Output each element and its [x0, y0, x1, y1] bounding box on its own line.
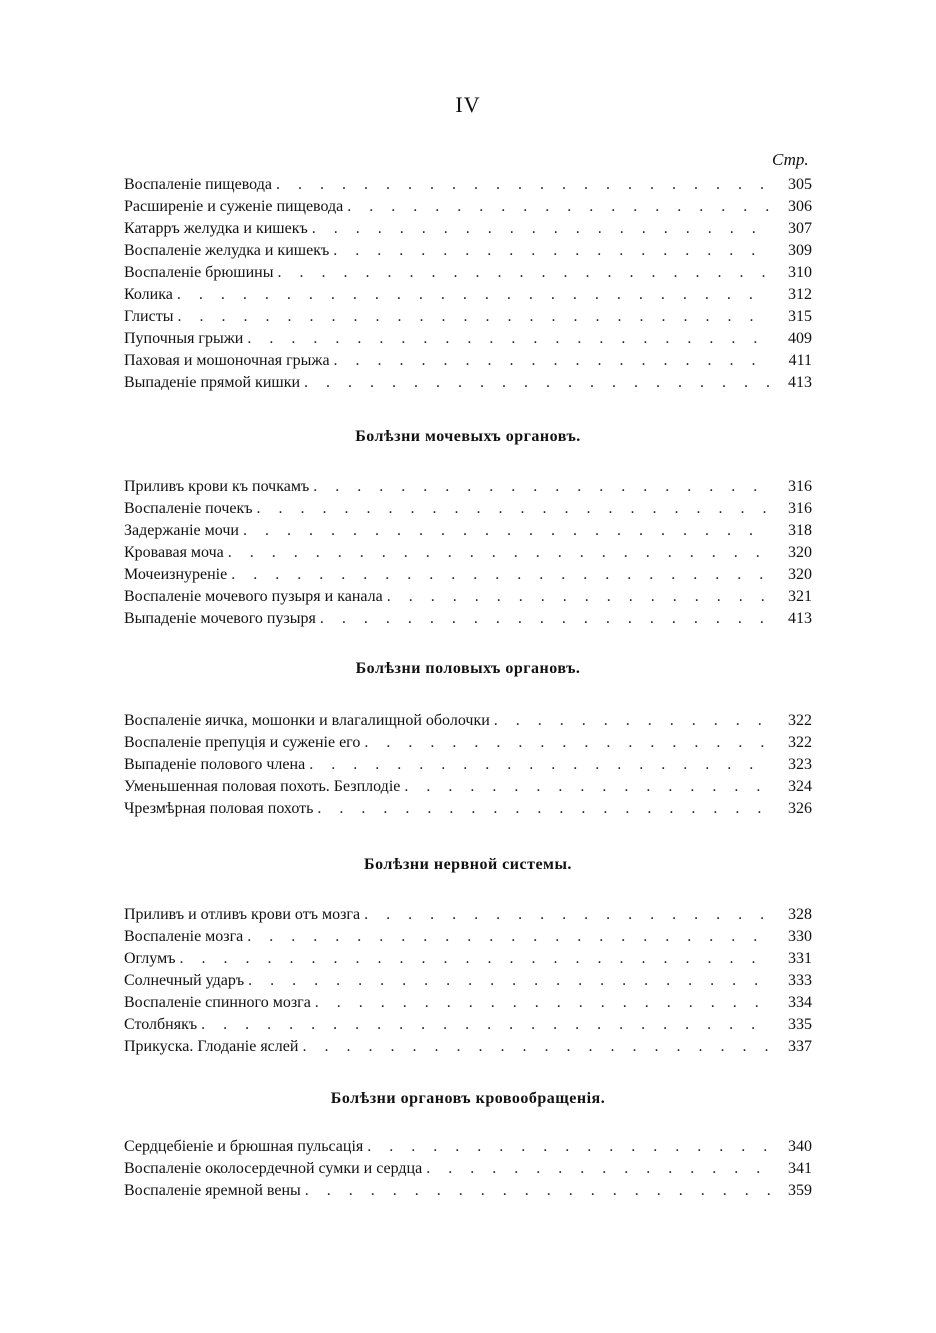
toc-entry-label: Паховая и мошоночная грыжа — [124, 352, 330, 369]
dot-leader — [305, 1180, 772, 1202]
toc-section-circulatory — [124, 1090, 812, 1202]
toc-entry — [124, 1136, 812, 1158]
toc-entry-label: Воспаленіе околосердечной сумки и сердца — [124, 1160, 423, 1177]
toc-entry-label: Воспаленіе препуція и суженіе его — [124, 734, 361, 751]
toc-entry-label: Воспаленіе почекъ — [124, 500, 253, 517]
toc-entry — [124, 498, 812, 520]
dot-leader — [315, 992, 772, 1014]
toc-entry — [124, 350, 812, 372]
toc-entry — [124, 970, 812, 992]
toc-entry-label: Катарръ желудка и кишекъ — [124, 220, 308, 237]
dot-leader — [228, 542, 772, 564]
dot-leader — [302, 1036, 772, 1058]
toc-entry — [124, 196, 812, 218]
toc-entry-page: 306 — [788, 198, 812, 215]
section-title: Болѣзни мочевыхъ органовъ. — [355, 428, 581, 445]
toc-entry-page: 323 — [788, 756, 812, 773]
section-title: Болѣзни органовъ кровообращенія. — [330, 1090, 606, 1107]
toc-entry — [124, 306, 812, 328]
toc-entry-label: Воспаленіе желудка и кишекъ — [124, 242, 330, 259]
toc-entry — [124, 754, 812, 776]
toc-entry — [124, 948, 812, 970]
toc-entry-label: Выпаденіе полового члена — [124, 756, 306, 773]
toc-entry-label: Солнечный ударъ — [124, 972, 245, 989]
toc-entry-label: Глисты — [124, 308, 174, 325]
dot-leader — [247, 926, 772, 948]
toc-entry-label: Воспаленіе яичка, мошонки и влагалищной оболочки — [124, 712, 490, 729]
toc-entry-page: 316 — [788, 478, 812, 495]
dot-leader — [364, 904, 772, 926]
toc-entries — [124, 174, 812, 394]
toc-entry-label: Расширеніе и суженіе пищевода — [124, 198, 344, 215]
toc-entry-page: 324 — [788, 778, 812, 795]
dot-leader — [347, 196, 772, 218]
toc-entry-label: Приливъ крови къ почкамъ — [124, 478, 310, 495]
dot-leader — [276, 174, 772, 196]
toc-entry — [124, 732, 812, 754]
dot-leader — [494, 710, 772, 732]
dot-leader — [177, 284, 772, 306]
dot-leader — [364, 732, 772, 754]
toc-entries — [124, 1136, 812, 1202]
toc-entry — [124, 1014, 812, 1036]
toc-entry — [124, 608, 812, 630]
dot-leader — [333, 240, 772, 262]
dot-leader — [367, 1136, 772, 1158]
toc-entry — [124, 328, 812, 350]
dot-leader — [312, 218, 772, 240]
toc-entry — [124, 542, 812, 564]
toc-entries — [124, 710, 812, 820]
toc-entry-page: 411 — [788, 352, 812, 369]
toc-entry — [124, 262, 812, 284]
toc-entry — [124, 710, 812, 732]
toc-section-urinary — [124, 428, 812, 630]
toc-entry-label: Столбнякъ — [124, 1016, 198, 1033]
toc-entry-page: 318 — [788, 522, 812, 539]
toc-entry-page: 320 — [788, 566, 812, 583]
toc-entry-page: 334 — [788, 994, 812, 1011]
toc-entry — [124, 1036, 812, 1058]
dot-leader — [247, 328, 772, 350]
dot-leader — [177, 306, 772, 328]
toc-entry — [124, 564, 812, 586]
toc-entry-label: Пупочныя грыжи — [124, 330, 244, 347]
toc-entry-label: Воспаленіе брюшины — [124, 264, 274, 281]
toc-entries — [124, 476, 812, 630]
toc-entry-page: 341 — [788, 1160, 812, 1177]
dot-leader — [179, 948, 772, 970]
dot-leader — [404, 776, 772, 798]
toc-entry-page: 321 — [788, 588, 812, 605]
toc-section-genital — [124, 660, 812, 820]
toc-entry-page: 413 — [788, 610, 812, 627]
toc-entry — [124, 284, 812, 306]
dot-leader — [201, 1014, 772, 1036]
toc-entry-label: Колика — [124, 286, 173, 303]
toc-entry-page: 316 — [788, 500, 812, 517]
toc-entry-page: 409 — [788, 330, 812, 347]
dot-leader — [304, 372, 772, 394]
toc-entry-page: 331 — [788, 950, 812, 967]
toc-entry — [124, 218, 812, 240]
toc-entry-label: Кровавая моча — [124, 544, 224, 561]
toc-entry — [124, 174, 812, 196]
toc-entry — [124, 1180, 812, 1202]
dot-leader — [334, 350, 772, 372]
toc-entry-page: 320 — [788, 544, 812, 561]
toc-entry-label: Сердцебіеніе и брюшная пульсація — [124, 1138, 364, 1155]
section-title: Болѣзни половыхъ органовъ. — [355, 660, 581, 677]
toc-entry-page: 315 — [788, 308, 812, 325]
toc-entry-page: 359 — [788, 1182, 812, 1199]
toc-entry — [124, 798, 812, 820]
dot-leader — [317, 798, 772, 820]
toc-entry-page: 330 — [788, 928, 812, 945]
toc-entry-label: Воспаленіе спинного мозга — [124, 994, 311, 1011]
toc-entry-page: 335 — [788, 1016, 812, 1033]
toc-entry-label: Чрезмѣрная половая похоть — [124, 800, 314, 817]
toc-entry — [124, 476, 812, 498]
toc-entry — [124, 1158, 812, 1180]
toc-entry-label: Воспаленіе яремной вены — [124, 1182, 301, 1199]
dot-leader — [243, 520, 772, 542]
dot-leader — [387, 586, 772, 608]
toc-entry-label: Задержаніе мочи — [124, 522, 239, 539]
toc-entry-label: Оглумъ — [124, 950, 176, 967]
toc-entry-page: 312 — [788, 286, 812, 303]
dot-leader — [309, 754, 772, 776]
toc-entry-label: Выпаденіе прямой кишки — [124, 374, 301, 391]
toc-entry-page: 322 — [788, 734, 812, 751]
toc-entry — [124, 520, 812, 542]
dot-leader — [257, 498, 772, 520]
toc-entry-page: 328 — [788, 906, 812, 923]
toc-entry-label: Мочеизнуреніе — [124, 566, 228, 583]
toc-entry — [124, 586, 812, 608]
toc-entry-page: 322 — [788, 712, 812, 729]
toc-entry — [124, 776, 812, 798]
dot-leader — [313, 476, 772, 498]
toc-entry-label: Воспаленіе мозга — [124, 928, 244, 945]
page-column-label: Стр. — [772, 150, 809, 169]
toc-entry-page: 326 — [788, 800, 812, 817]
toc-entry-label: Приливъ и отливъ крови отъ мозга — [124, 906, 361, 923]
toc-entry-label: Выпаденіе мочевого пузыря — [124, 610, 316, 627]
toc-entry-page: 340 — [788, 1138, 812, 1155]
toc-entry-page: 413 — [788, 374, 812, 391]
dot-leader — [248, 970, 772, 992]
toc-section-nervous — [124, 856, 812, 1058]
toc-entry-page: 333 — [788, 972, 812, 989]
toc-entry-page: 309 — [788, 242, 812, 259]
toc-entry — [124, 926, 812, 948]
toc-entries — [124, 904, 812, 1058]
toc-entry-label: Прикуска. Глоданіе яслей — [124, 1038, 299, 1055]
toc-entry — [124, 372, 812, 394]
page-number: IV — [455, 92, 481, 117]
toc-entry — [124, 992, 812, 1014]
dot-leader — [277, 262, 772, 284]
toc-entry-page: 337 — [788, 1038, 812, 1055]
toc-entry-page: 310 — [788, 264, 812, 281]
toc-entry — [124, 904, 812, 926]
toc-entry-label: Воспаленіе мочевого пузыря и канала — [124, 588, 383, 605]
toc-section-digestive — [124, 174, 812, 394]
dot-leader — [231, 564, 772, 586]
dot-leader — [320, 608, 772, 630]
toc-entry-label: Уменьшенная половая похоть. Безплодіе — [124, 778, 401, 795]
section-title: Болѣзни нервной системы. — [364, 856, 572, 873]
toc-entry-page: 305 — [788, 176, 812, 193]
toc-entry-label: Воспаленіе пищевода — [124, 176, 272, 193]
toc-entry — [124, 240, 812, 262]
dot-leader — [426, 1158, 772, 1180]
toc-entry-page: 307 — [788, 220, 812, 237]
